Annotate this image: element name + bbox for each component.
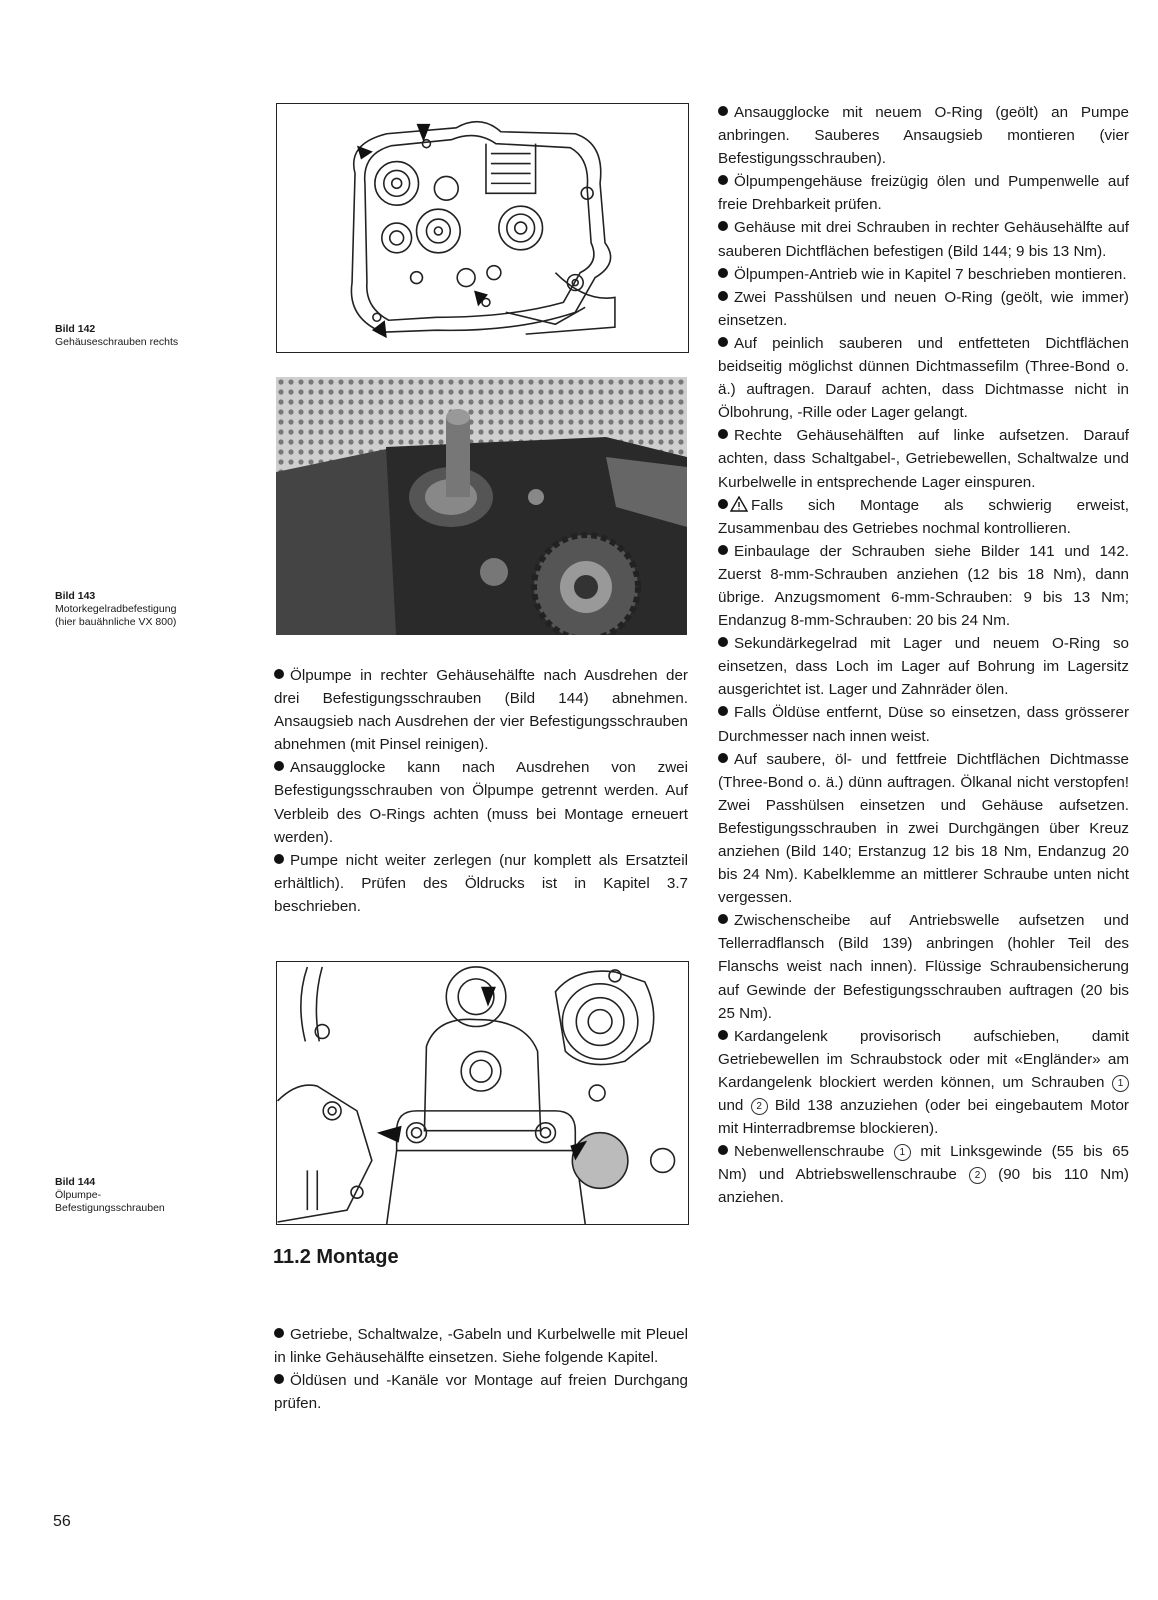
- paragraph: [718, 170, 1129, 216]
- paragraph-text: Ansaugglocke mit neuem O-Ring (geölt) an Pumpe anbringen. Sauberes Ansaugsieb montieren (vier Befestigungsschrauben).: [718, 104, 1129, 168]
- bullet-icon: [718, 221, 728, 231]
- right-column-text: [718, 101, 1129, 1210]
- bullet-icon: [718, 175, 728, 185]
- bullet-icon: [274, 761, 284, 771]
- paragraph-text: Zwei Passhülsen und neuen O-Ring (geölt, wie immer) einsetzen.: [718, 288, 1129, 329]
- caption-number: Bild 142: [55, 323, 96, 335]
- paragraph-text: Falls Öldüse entfernt, Düse so einsetzen, dass grösserer Durchmesser nach innen weist.: [718, 704, 1129, 745]
- paragraph-text: mit Linksgewinde (55 bis 65 Nm) und Abtriebswellenschraube: [718, 1143, 1129, 1184]
- paragraph: [718, 701, 1129, 747]
- paragraph: [274, 664, 688, 756]
- section-title: 11.2 Montage: [273, 1246, 399, 1268]
- paragraph: [274, 849, 688, 918]
- warning-paragraph: [718, 494, 1129, 540]
- paragraph-text: Gehäuse mit drei Schrauben in rechter Gehäusehälfte auf sauberen Dichtflächen befestigen (Bild 144; 9 bis 13 Nm).: [718, 219, 1129, 260]
- bullet-icon: [718, 1030, 728, 1040]
- bullet-icon: [274, 1328, 284, 1338]
- caption-number: Bild 144: [55, 1176, 96, 1188]
- paragraph-text: Bild 138 anzuziehen (oder bei eingebautem Motor mit Hinterradbremse blockieren).: [718, 1097, 1129, 1138]
- paragraph-text: Öldüsen und -Kanäle vor Montage auf freien Durchgang prüfen.: [274, 1372, 688, 1413]
- paragraph: [718, 332, 1129, 424]
- paragraph: [718, 909, 1129, 1024]
- caption-number: Bild 143: [55, 590, 96, 602]
- paragraph: [718, 540, 1129, 632]
- paragraph-text: Auf saubere, öl- und fettfreie Dichtflächen Dichtmasse (Three-Bond o. ä.) dünn auftragen. Ölkanal nicht verstopfen! Zwei Passhülsen einsetzen und Gehäuse aufsetzen. Befestigungsschrauben in zwei Durchgängen über Kreuz anziehen (Bild 140; Erstanzug 12 bis 18 Nm, Endanzug 20 bis 24 Nm). Kabelklemme an mittlerer Schraube unten nicht vergessen.: [718, 750, 1129, 907]
- paragraph-text: Nebenwellenschraube: [734, 1143, 885, 1161]
- paragraph-text: Pumpe nicht weiter zerlegen (nur komplett als Ersatzteil erhältlich). Prüfen des Öldrucks ist in Kapitel 3.7 beschrieben.: [274, 851, 688, 915]
- paragraph: [718, 1025, 1129, 1140]
- paragraph-text: Ansaugglocke kann nach Ausdrehen von zwei Befestigungsschrauben von Ölpumpe getrennt werden. Auf Verbleib des O-Rings achten (muss bei Montage erneuert werden).: [274, 759, 688, 846]
- bullet-icon: [718, 337, 728, 347]
- bullet-icon: [718, 914, 728, 924]
- page-number: 56: [53, 1513, 71, 1530]
- paragraph: [718, 286, 1129, 332]
- caption-bild-144: [55, 1176, 245, 1215]
- paragraph-text: Kardangelenk provisorisch aufschieben, damit Getriebewellen im Schraubstock oder mit «Engländer» am Kardangelenk blockiert werden können, um Schrauben: [718, 1027, 1129, 1091]
- bullet-icon: [274, 1374, 284, 1384]
- paragraph: [718, 263, 1129, 286]
- paragraph: [718, 424, 1129, 493]
- bullet-icon: [718, 499, 728, 509]
- bullet-icon: [718, 1145, 728, 1155]
- caption-bild-143: [55, 590, 245, 629]
- paragraph-text: und: [718, 1097, 744, 1115]
- caption-text: Gehäuseschrauben rechts: [55, 336, 179, 348]
- crankcase-drawing: [277, 104, 688, 352]
- caption-text: Befestigungsschrauben: [55, 1202, 165, 1214]
- paragraph-text: Falls sich Montage als schwierig erweist, Zusammenbau des Getriebes nochmal kontrollieren.: [718, 496, 1129, 537]
- bullet-icon: [718, 545, 728, 555]
- circled-number: 1: [894, 1144, 911, 1161]
- caption-bild-142: [55, 323, 245, 349]
- bullet-icon: [718, 291, 728, 301]
- caption-text: (hier bauähnliche VX 800): [55, 616, 177, 628]
- bullet-icon: [718, 429, 728, 439]
- paragraph-text: Auf peinlich sauberen und entfetteten Dichtflächen beidseitig möglichst dünnen Dichtmassefilm (Three-Bond o. ä.) auftragen. Darauf achten, dass Dichtmasse nicht in Ölbohrung, -Rille oder Lager gelangt.: [718, 334, 1129, 422]
- paragraph-text: Rechte Gehäusehälften auf linke aufsetzen. Darauf achten, dass Schaltgabel-, Getriebewellen, Schaltwalze und Kurbelwelle in entsprechende Lager einspuren.: [718, 427, 1129, 491]
- figure-oil-pump-bolts: [276, 961, 689, 1225]
- paragraph-text: (90 bis 110 Nm) anziehen.: [718, 1166, 1129, 1207]
- paragraph-text: Sekundärkegelrad mit Lager und neuem O-Ring so einsetzen, dass Loch im Lager auf Bohrung im Lagersitz ausgerichtet ist. Lager und Zahnräder ölen.: [718, 635, 1129, 699]
- paragraph-text: Ölpumpengehäuse freizügig ölen und Pumpenwelle auf freie Drehbarkeit prüfen.: [718, 173, 1129, 214]
- warning-icon: [730, 496, 748, 512]
- bullet-icon: [718, 753, 728, 763]
- figure-crankcase-bolts: [276, 103, 689, 353]
- paragraph: [274, 1369, 688, 1415]
- circled-number: 2: [969, 1167, 986, 1184]
- bullet-icon: [718, 268, 728, 278]
- paragraph: [718, 216, 1129, 262]
- section-text: [274, 1323, 688, 1415]
- paragraph: [274, 1323, 688, 1369]
- bullet-icon: [274, 669, 284, 679]
- bullet-icon: [718, 706, 728, 716]
- circled-number: 1: [1112, 1075, 1129, 1092]
- bevel-gear-photo: [276, 377, 687, 635]
- figure-bevel-gear-photo: [276, 377, 687, 635]
- paragraph: [718, 1140, 1129, 1209]
- paragraph-text: Getriebe, Schaltwalze, -Gabeln und Kurbelwelle mit Pleuel in linke Gehäusehälfte einsetzen. Siehe folgende Kapitel.: [274, 1326, 688, 1367]
- caption-text: Motorkegelradbefestigung: [55, 603, 177, 615]
- paragraph: [718, 632, 1129, 701]
- paragraph-text: Ölpumpen-Antrieb wie in Kapitel 7 beschrieben montieren.: [734, 265, 1127, 283]
- paragraph-text: Ölpumpe in rechter Gehäusehälfte nach Ausdrehen der drei Befestigungsschrauben (Bild 144) abnehmen. Ansaugsieb nach Ausdrehen der vier Befestigungsschrauben abnehmen (mit Pinsel reinigen).: [274, 667, 688, 754]
- paragraph: [274, 756, 688, 848]
- paragraph-text: Einbaulage der Schrauben siehe Bilder 141 und 142. Zuerst 8-mm-Schrauben anziehen (12 bis 18 Nm), dann übrige. Anzugsmoment 6-mm-Schrauben: 9 bis 13 Nm; Endanzug 8-mm-Schrauben: 20 bis 24 Nm.: [718, 542, 1129, 630]
- caption-text: Ölpumpe-: [55, 1189, 102, 1201]
- bullet-icon: [718, 106, 728, 116]
- oil-pump-drawing: [277, 962, 688, 1224]
- paragraph: [718, 101, 1129, 170]
- bullet-icon: [718, 637, 728, 647]
- paragraph: [718, 748, 1129, 910]
- paragraph-text: Zwischenscheibe auf Antriebswelle aufsetzen und Tellerradflansch (Bild 139) anbringen (hohler Teil des Flanschs weist nach innen). Flüssige Schraubensicherung auf Gewinde der Befestigungsschrauben auftragen (20 bis 25 Nm).: [718, 912, 1129, 1022]
- bullet-icon: [274, 854, 284, 864]
- left-column-text: [274, 664, 688, 918]
- circled-number: 2: [751, 1098, 768, 1115]
